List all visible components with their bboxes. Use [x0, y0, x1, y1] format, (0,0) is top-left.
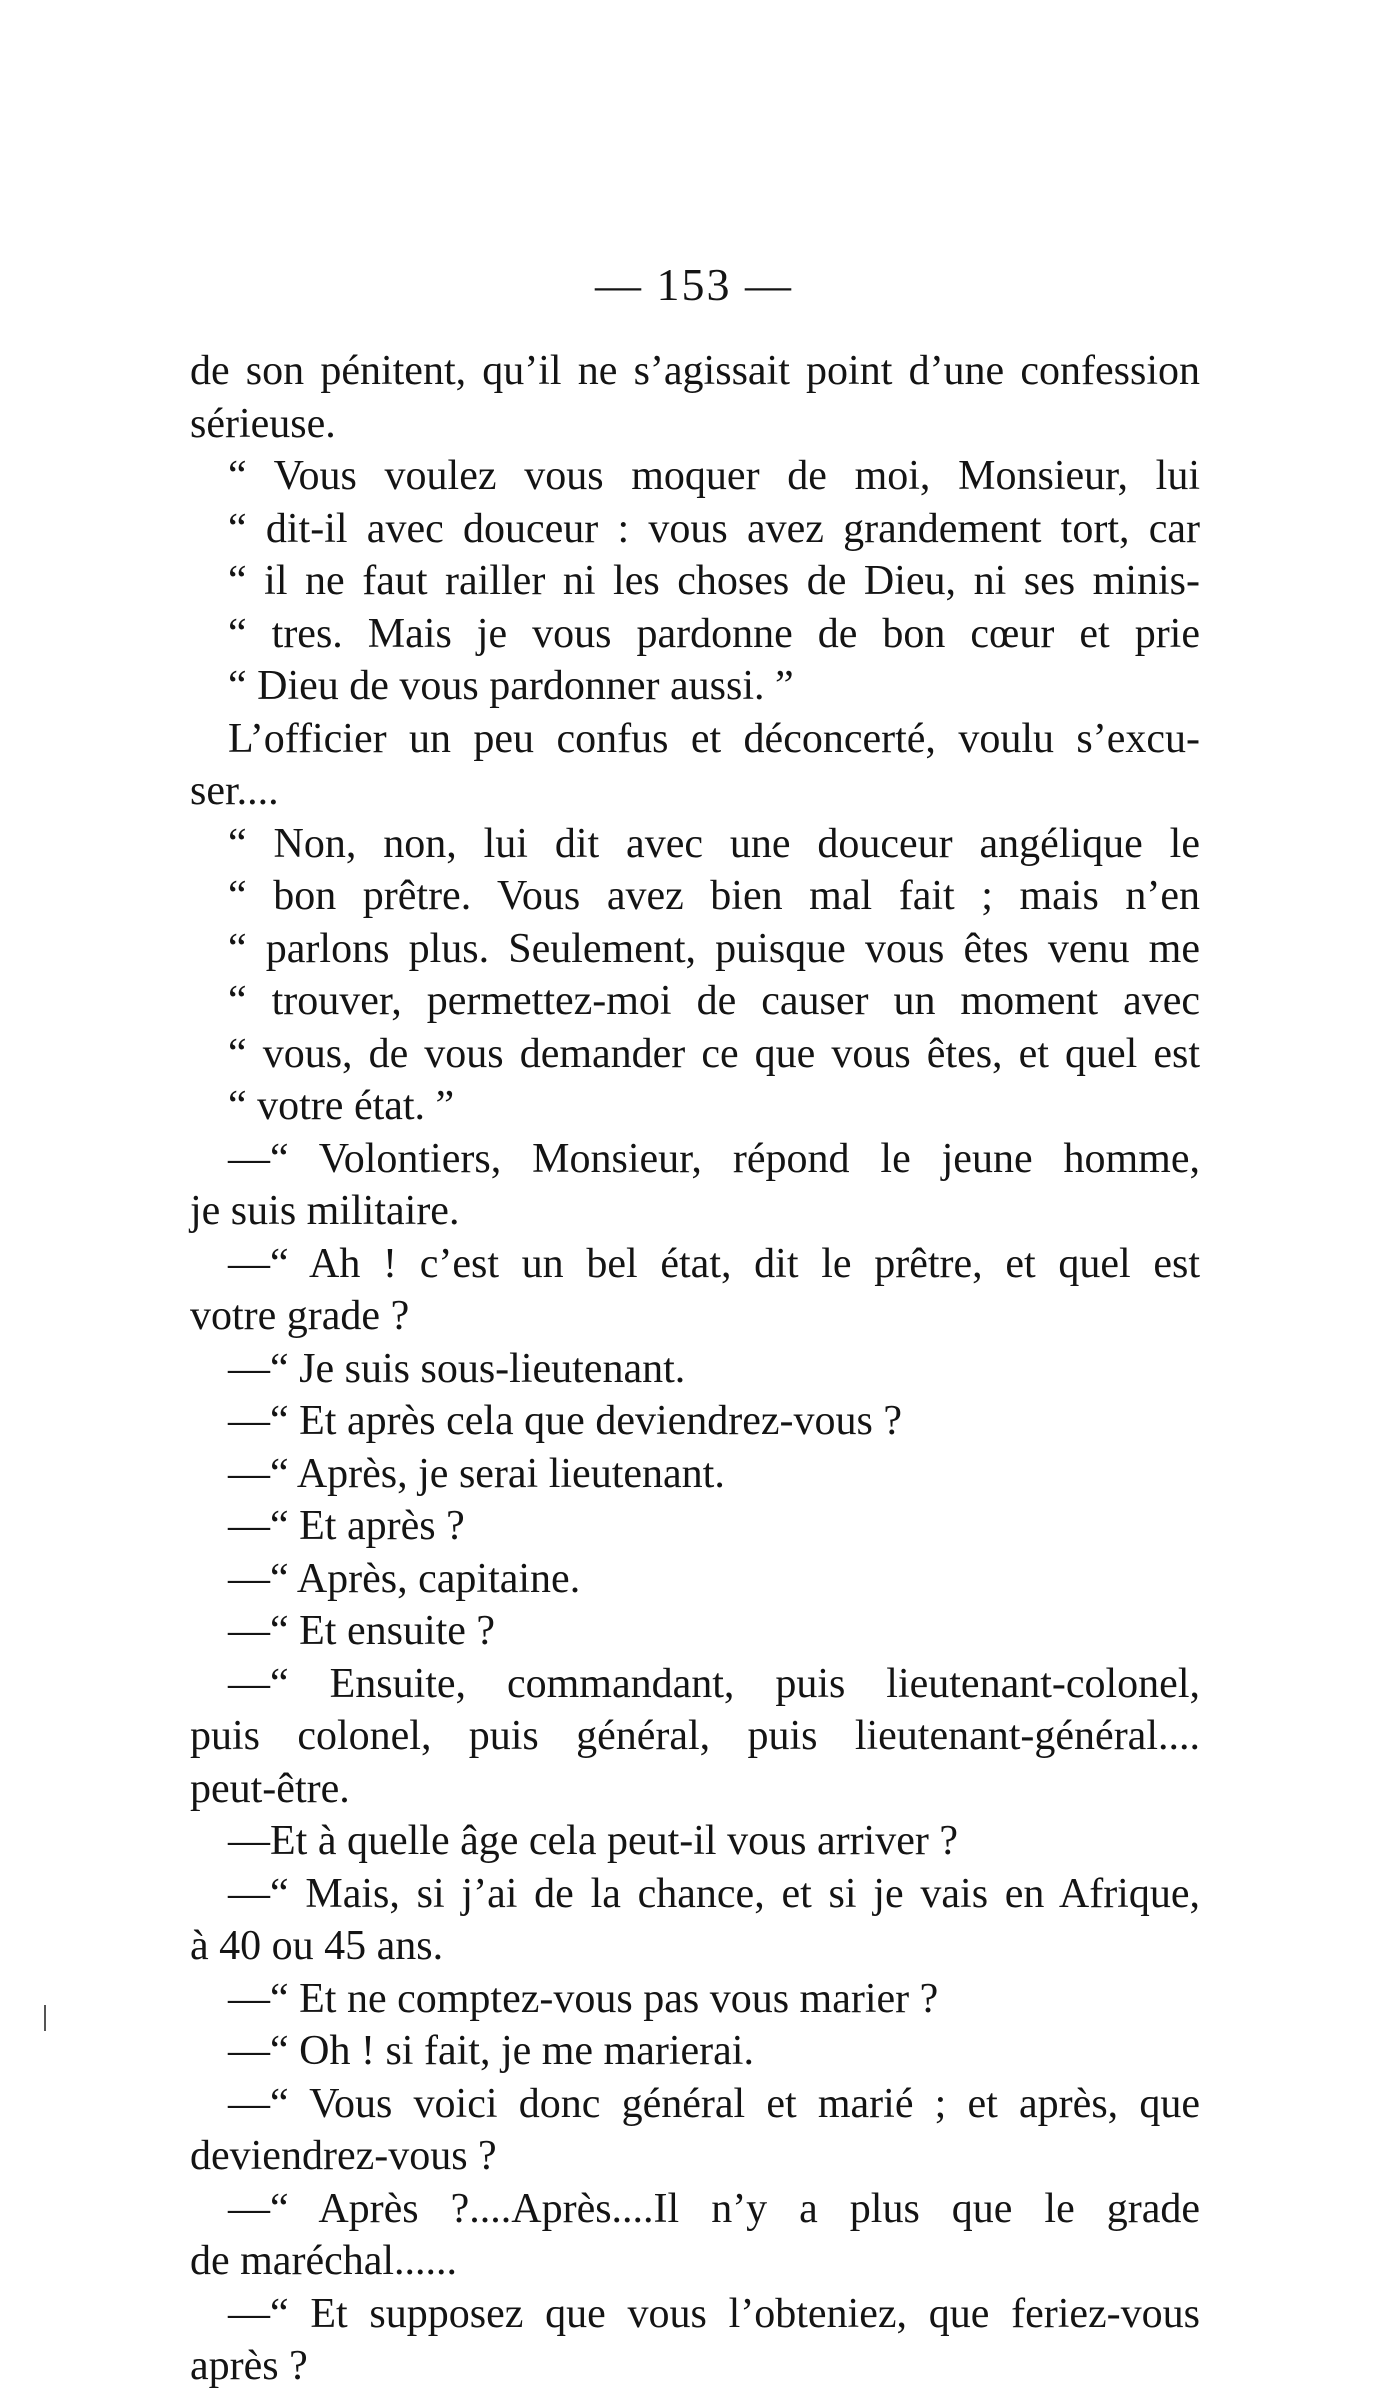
text-line: —“ Mais, si j’ai de la chance, et si je vais en Afrique,: [228, 1870, 1200, 1917]
text-line: sérieuse.: [190, 400, 336, 447]
text-line: —“ Vous voici donc général et marié ; et après, que: [228, 2080, 1200, 2127]
text-line: L’officier un peu confus et déconcerté, voulu s’excu-: [228, 715, 1200, 762]
text-line: —“ Ensuite, commandant, puis lieutenant-colonel,: [228, 1660, 1200, 1707]
margin-mark: [44, 2005, 46, 2031]
text-line: —“ Et ne comptez-vous pas vous marier ?: [228, 1975, 939, 2022]
text-line: “ vous, de vous demander ce que vous êtes, et quel est: [228, 1030, 1200, 1077]
text-line: “ Vous voulez vous moquer de moi, Monsieur, lui: [228, 453, 1200, 499]
text-line: —“ Volontiers, Monsieur, répond le jeune homme,: [228, 1135, 1200, 1182]
text-line: —“ Et après cela que deviendrez-vous ?: [228, 1398, 903, 1444]
text-line: —“ Après ?....Après....Il n’y a plus que le grade: [228, 2185, 1200, 2232]
text-line: —“ Après, je serai lieutenant.: [228, 1450, 725, 1497]
page-number: — 153 —: [595, 259, 793, 310]
text-line: —“ Oh ! si fait, je me marierai.: [228, 2028, 754, 2074]
body-text: [190, 345, 1200, 2393]
text-line: deviendrez-vous ?: [190, 2133, 497, 2179]
text-line: “ Dieu de vous pardonner aussi. ”: [228, 663, 794, 709]
text-line: “ parlons plus. Seulement, puisque vous êtes venu me: [228, 925, 1200, 972]
text-line: puis colonel, puis général, puis lieutenant-général....: [190, 1713, 1200, 1759]
text-line: —“ Et supposez que vous l’obteniez, que feriez-vous: [228, 2290, 1200, 2337]
text-line: “ votre état. ”: [228, 1083, 455, 1129]
text-line: “ tres. Mais je vous pardonne de bon cœur et prie: [228, 610, 1200, 657]
text-line: votre grade ?: [190, 1293, 410, 1339]
text-line: —“ Et après ?: [228, 1503, 465, 1549]
text-line: —“ Après, capitaine.: [228, 1555, 581, 1602]
text-line: de son pénitent, qu’il ne s’agissait point d’une confession: [190, 348, 1200, 394]
text-line: “ il ne faut railler ni les choses de Dieu, ni ses minis-: [228, 558, 1200, 604]
text-line: je suis militaire.: [190, 1188, 460, 1234]
text-line: après ?: [190, 2343, 308, 2389]
text-line: —“ Je suis sous-lieutenant.: [228, 1345, 686, 1392]
text-line: peut-être.: [190, 1765, 350, 1812]
text-line: —Et à quelle âge cela peut-il vous arriver ?: [228, 1818, 958, 1864]
text-line: —“ Ah ! c’est un bel état, dit le prêtre, et quel est: [228, 1240, 1200, 1287]
text-line: “ trouver, permettez-moi de causer un moment avec: [228, 978, 1200, 1024]
text-line: —“ Et ensuite ?: [228, 1608, 496, 1654]
text-line: “ bon prêtre. Vous avez bien mal fait ; mais n’en: [228, 873, 1200, 919]
text-line: ser....: [190, 768, 279, 814]
text-line: “ dit-il avec douceur : vous avez grandement tort, car: [228, 505, 1200, 552]
text-line: de maréchal......: [190, 2238, 458, 2284]
text-line: à 40 ou 45 ans.: [190, 1923, 444, 1969]
text-line: “ Non, non, lui dit avec une douceur angélique le: [228, 820, 1200, 867]
